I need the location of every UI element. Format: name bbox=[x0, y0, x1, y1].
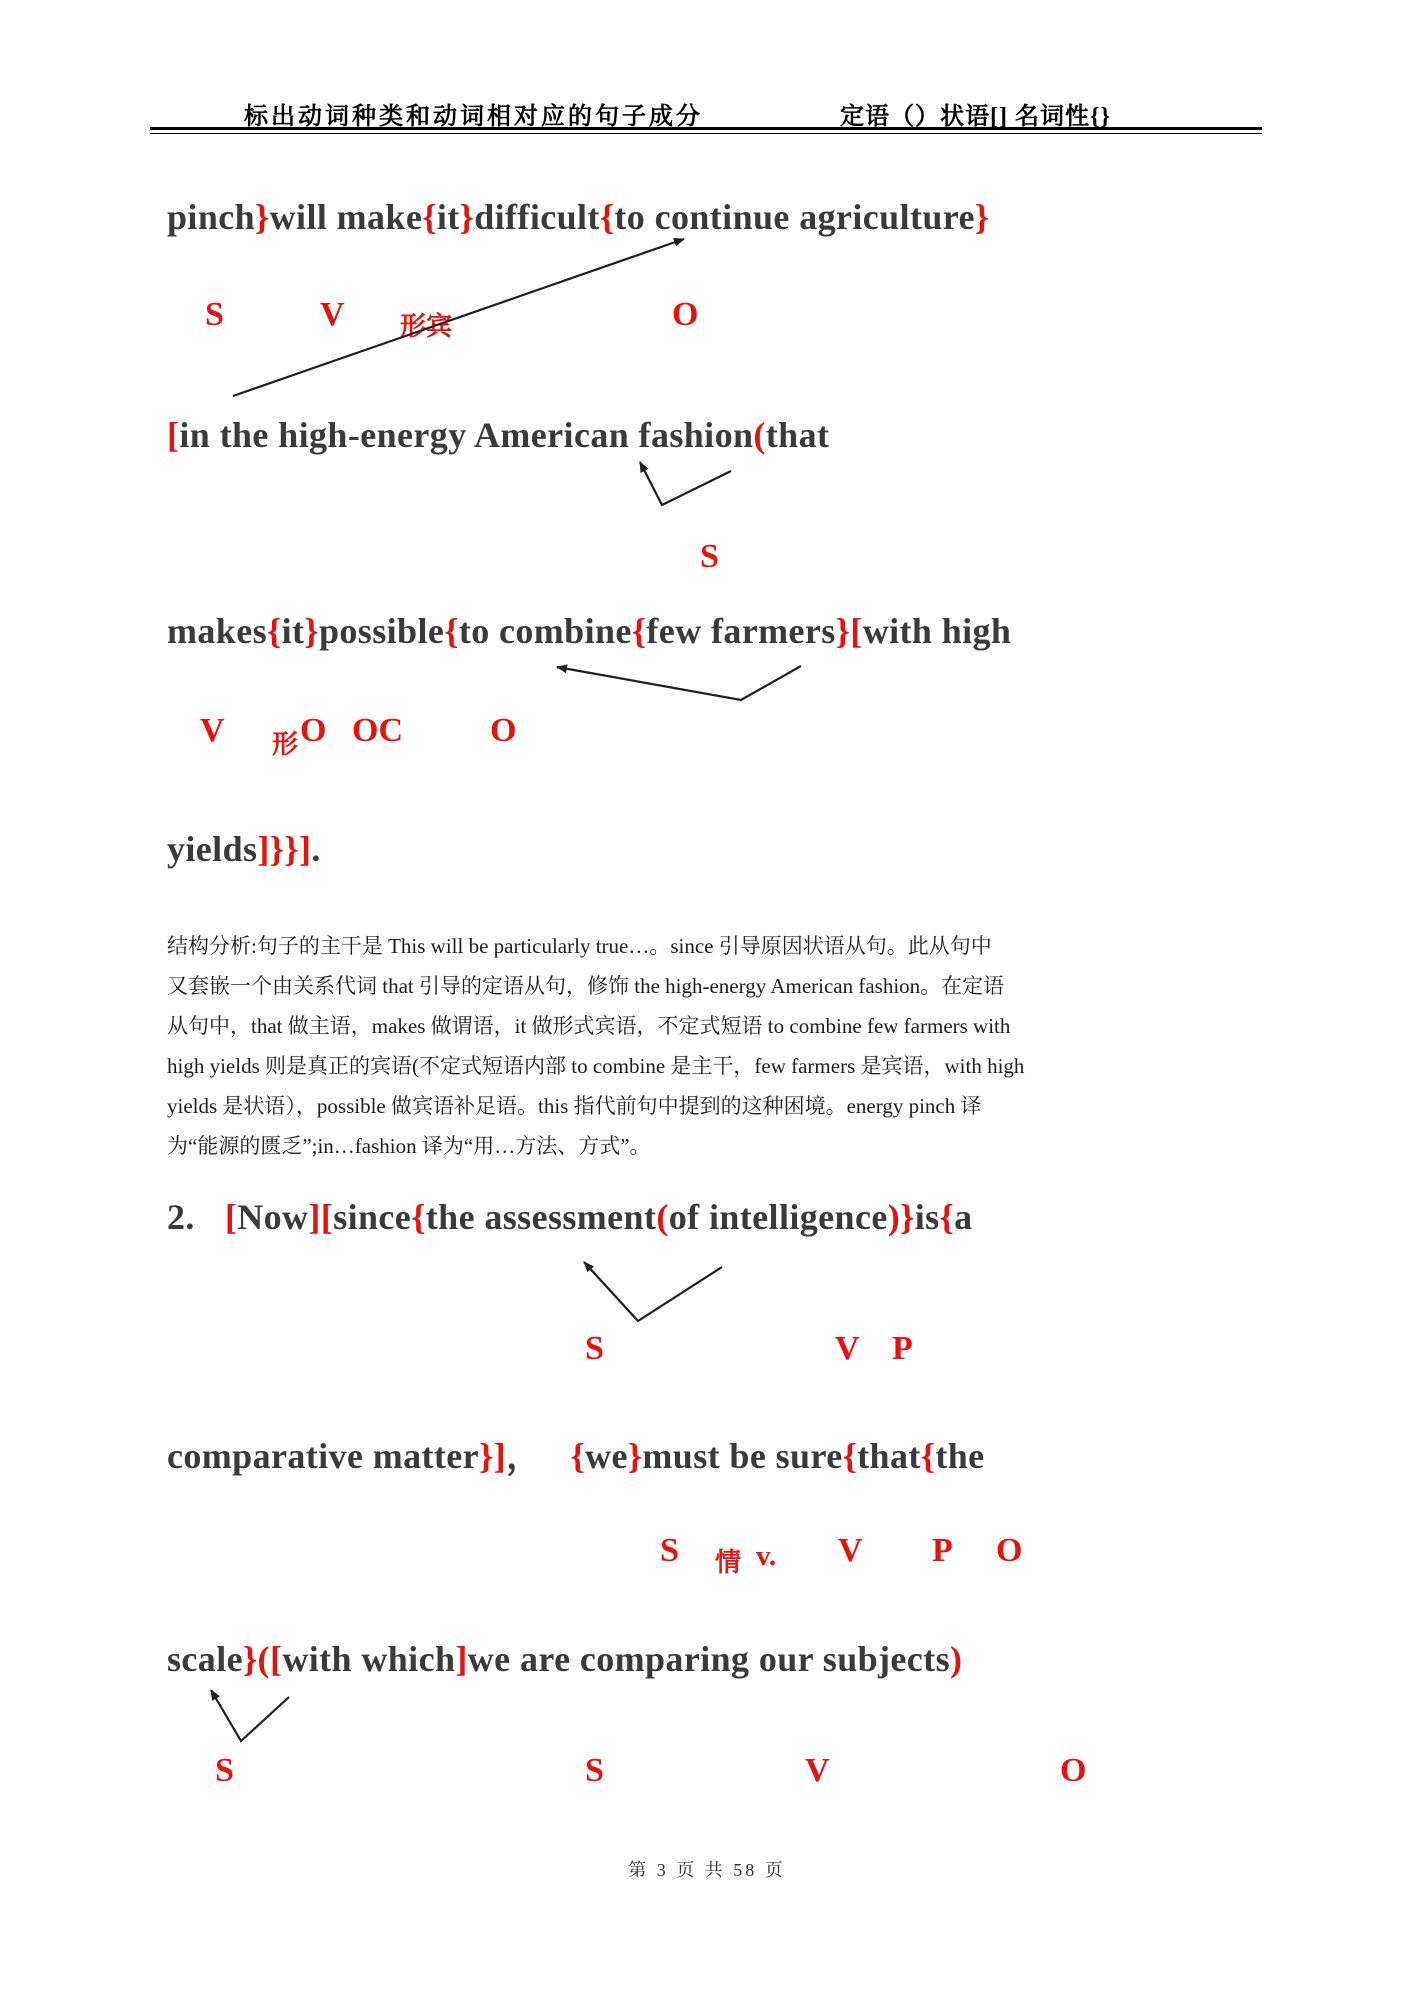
sentence1-line4 bbox=[167, 828, 321, 870]
red-bracket: { bbox=[631, 611, 647, 651]
red-bracket: ( bbox=[753, 415, 766, 455]
marker-object: O bbox=[1060, 1752, 1087, 1789]
text-segment: pinch bbox=[167, 197, 256, 237]
text-segment: few farmers bbox=[646, 611, 836, 651]
red-bracket: { bbox=[267, 611, 282, 651]
red-bracket: { bbox=[570, 1436, 586, 1476]
analysis-line: 又套嵌一个由关系代词 that 引导的定语从句，修饰 the high-energy American fashion。在定语 bbox=[167, 974, 1005, 998]
marker-subject: S bbox=[585, 1752, 604, 1789]
red-bracket: } bbox=[459, 197, 475, 237]
red-bracket: }([ bbox=[242, 1639, 283, 1679]
page-footer: 第 3 页 共 58 页 bbox=[628, 1860, 786, 1880]
red-bracket: [ bbox=[224, 1197, 238, 1237]
sentence1-line3 bbox=[167, 610, 1011, 652]
marker-verb: V bbox=[805, 1752, 830, 1789]
red-bracket: ) bbox=[950, 1639, 963, 1679]
marker-verb: V bbox=[838, 1532, 863, 1569]
red-bracket: { bbox=[422, 197, 437, 237]
text-segment: possible bbox=[318, 611, 445, 651]
red-bracket: { bbox=[939, 1197, 955, 1237]
arrow-subject-to-assessment bbox=[584, 1262, 722, 1321]
sentence1-line1 bbox=[167, 196, 990, 238]
text-segment: the bbox=[935, 1436, 985, 1476]
red-bracket: { bbox=[444, 611, 459, 651]
analysis-line: 结构分析:句子的主干是 This will be particularly true…。since 引导原因状语从句。此从句中 bbox=[167, 934, 992, 958]
text-segment: will make bbox=[269, 197, 423, 237]
text-segment: the assessment bbox=[425, 1197, 657, 1237]
marker-subject: S bbox=[215, 1752, 234, 1789]
red-bracket: { bbox=[842, 1436, 858, 1476]
text-segment: since bbox=[333, 1197, 412, 1237]
marker-verb: V bbox=[200, 712, 225, 749]
sentence2-line1 bbox=[167, 1196, 973, 1238]
text-segment: is bbox=[914, 1197, 940, 1237]
red-bracket: ][ bbox=[308, 1197, 334, 1237]
item-number: 2. bbox=[167, 1197, 195, 1237]
red-bracket: )} bbox=[887, 1197, 915, 1237]
red-bracket: }] bbox=[479, 1436, 507, 1476]
text-segment: to combine bbox=[458, 611, 632, 651]
analysis-line: yields 是状语），possible 做宾语补足语。this 指代前句中提到的这种困境。energy pinch 译 bbox=[167, 1094, 982, 1118]
text-segment: in the high-energy American fashion bbox=[179, 415, 754, 455]
red-bracket: } bbox=[255, 197, 270, 237]
analysis-line: 从句中，that 做主语，makes 做谓语，it 做形式宾语，不定式短语 to combine few farmers with bbox=[167, 1014, 1011, 1038]
text-segment: with which bbox=[282, 1639, 456, 1679]
text-segment: with high bbox=[862, 611, 1012, 651]
text-segment: comparative matter bbox=[167, 1436, 480, 1476]
header-title-left: 标出动词种类和动词相对应的句子成分 bbox=[244, 104, 703, 130]
analysis-line: high yields 则是真正的宾语(不定式短语内部 to combine 是主干，few farmers 是宾语，with high bbox=[167, 1054, 1025, 1078]
arrow-with-to-combine bbox=[557, 666, 801, 700]
text-segment: that bbox=[765, 415, 830, 455]
marker-object-complement: OC bbox=[352, 712, 403, 749]
text-segment: . bbox=[311, 829, 321, 869]
header-legend-right: 定语（）状语[] 名词性{} bbox=[840, 104, 1111, 130]
red-bracket: { bbox=[411, 1197, 426, 1237]
marker-formal-object: 形宾 bbox=[400, 312, 453, 341]
text-segment: yields bbox=[167, 829, 258, 869]
marker-modal-cjk: 情 bbox=[715, 1548, 742, 1577]
marker-subject: S bbox=[700, 538, 719, 575]
text-segment: a bbox=[954, 1197, 973, 1237]
text-segment: makes bbox=[167, 611, 267, 651]
analysis-line: 为“能源的匮乏”;in…fashion 译为“用…方法、方式”。 bbox=[167, 1134, 651, 1158]
marker-subject: S bbox=[205, 296, 224, 333]
red-bracket: ] bbox=[455, 1639, 468, 1679]
text-segment: we bbox=[585, 1436, 628, 1476]
marker-predicative: P bbox=[932, 1532, 953, 1569]
sentence2-line2 bbox=[167, 1428, 985, 1479]
text-segment: ， bbox=[506, 1436, 543, 1476]
text-segment: that bbox=[857, 1436, 921, 1476]
marker-formal: 形 bbox=[272, 730, 299, 759]
text-segment: it bbox=[281, 611, 305, 651]
marker-object: O bbox=[996, 1532, 1023, 1569]
analysis-paragraph bbox=[167, 926, 1252, 1166]
arrow-that-to-fashion bbox=[640, 462, 731, 505]
sentence1-line2 bbox=[167, 414, 829, 456]
text-segment: scale bbox=[167, 1639, 243, 1679]
red-bracket: [ bbox=[167, 415, 180, 455]
marker-object: O bbox=[300, 712, 327, 749]
red-bracket: } bbox=[304, 611, 319, 651]
red-bracket: } bbox=[974, 197, 990, 237]
text-segment: we are comparing our subjects bbox=[467, 1639, 950, 1679]
red-bracket: }[ bbox=[835, 611, 863, 651]
red-bracket: ]}}] bbox=[257, 829, 312, 869]
sentence2-line3 bbox=[167, 1638, 962, 1680]
red-bracket: { bbox=[599, 197, 615, 237]
marker-subject: S bbox=[585, 1330, 604, 1367]
marker-object: O bbox=[672, 296, 699, 333]
text-segment: Now bbox=[237, 1197, 309, 1237]
marker-subject: S bbox=[660, 1532, 679, 1569]
text-segment: it bbox=[436, 197, 460, 237]
text-segment: of intelligence bbox=[668, 1197, 888, 1237]
marker-verb: V bbox=[320, 296, 345, 333]
red-bracket: ( bbox=[656, 1197, 669, 1237]
marker-object: O bbox=[490, 712, 517, 749]
marker-predicative: P bbox=[892, 1330, 913, 1367]
arrow-subject-to-scale bbox=[211, 1690, 289, 1741]
marker-verb: V bbox=[835, 1330, 860, 1367]
arrow-fashion-to-object bbox=[233, 239, 684, 396]
text-segment: difficult bbox=[474, 197, 600, 237]
text-segment: to continue agriculture bbox=[614, 197, 975, 237]
header-rule bbox=[150, 127, 1262, 134]
red-bracket: { bbox=[920, 1436, 936, 1476]
red-bracket: } bbox=[627, 1436, 643, 1476]
marker-modal-v: v. bbox=[756, 1540, 777, 1572]
text-segment: must be sure bbox=[642, 1436, 843, 1476]
